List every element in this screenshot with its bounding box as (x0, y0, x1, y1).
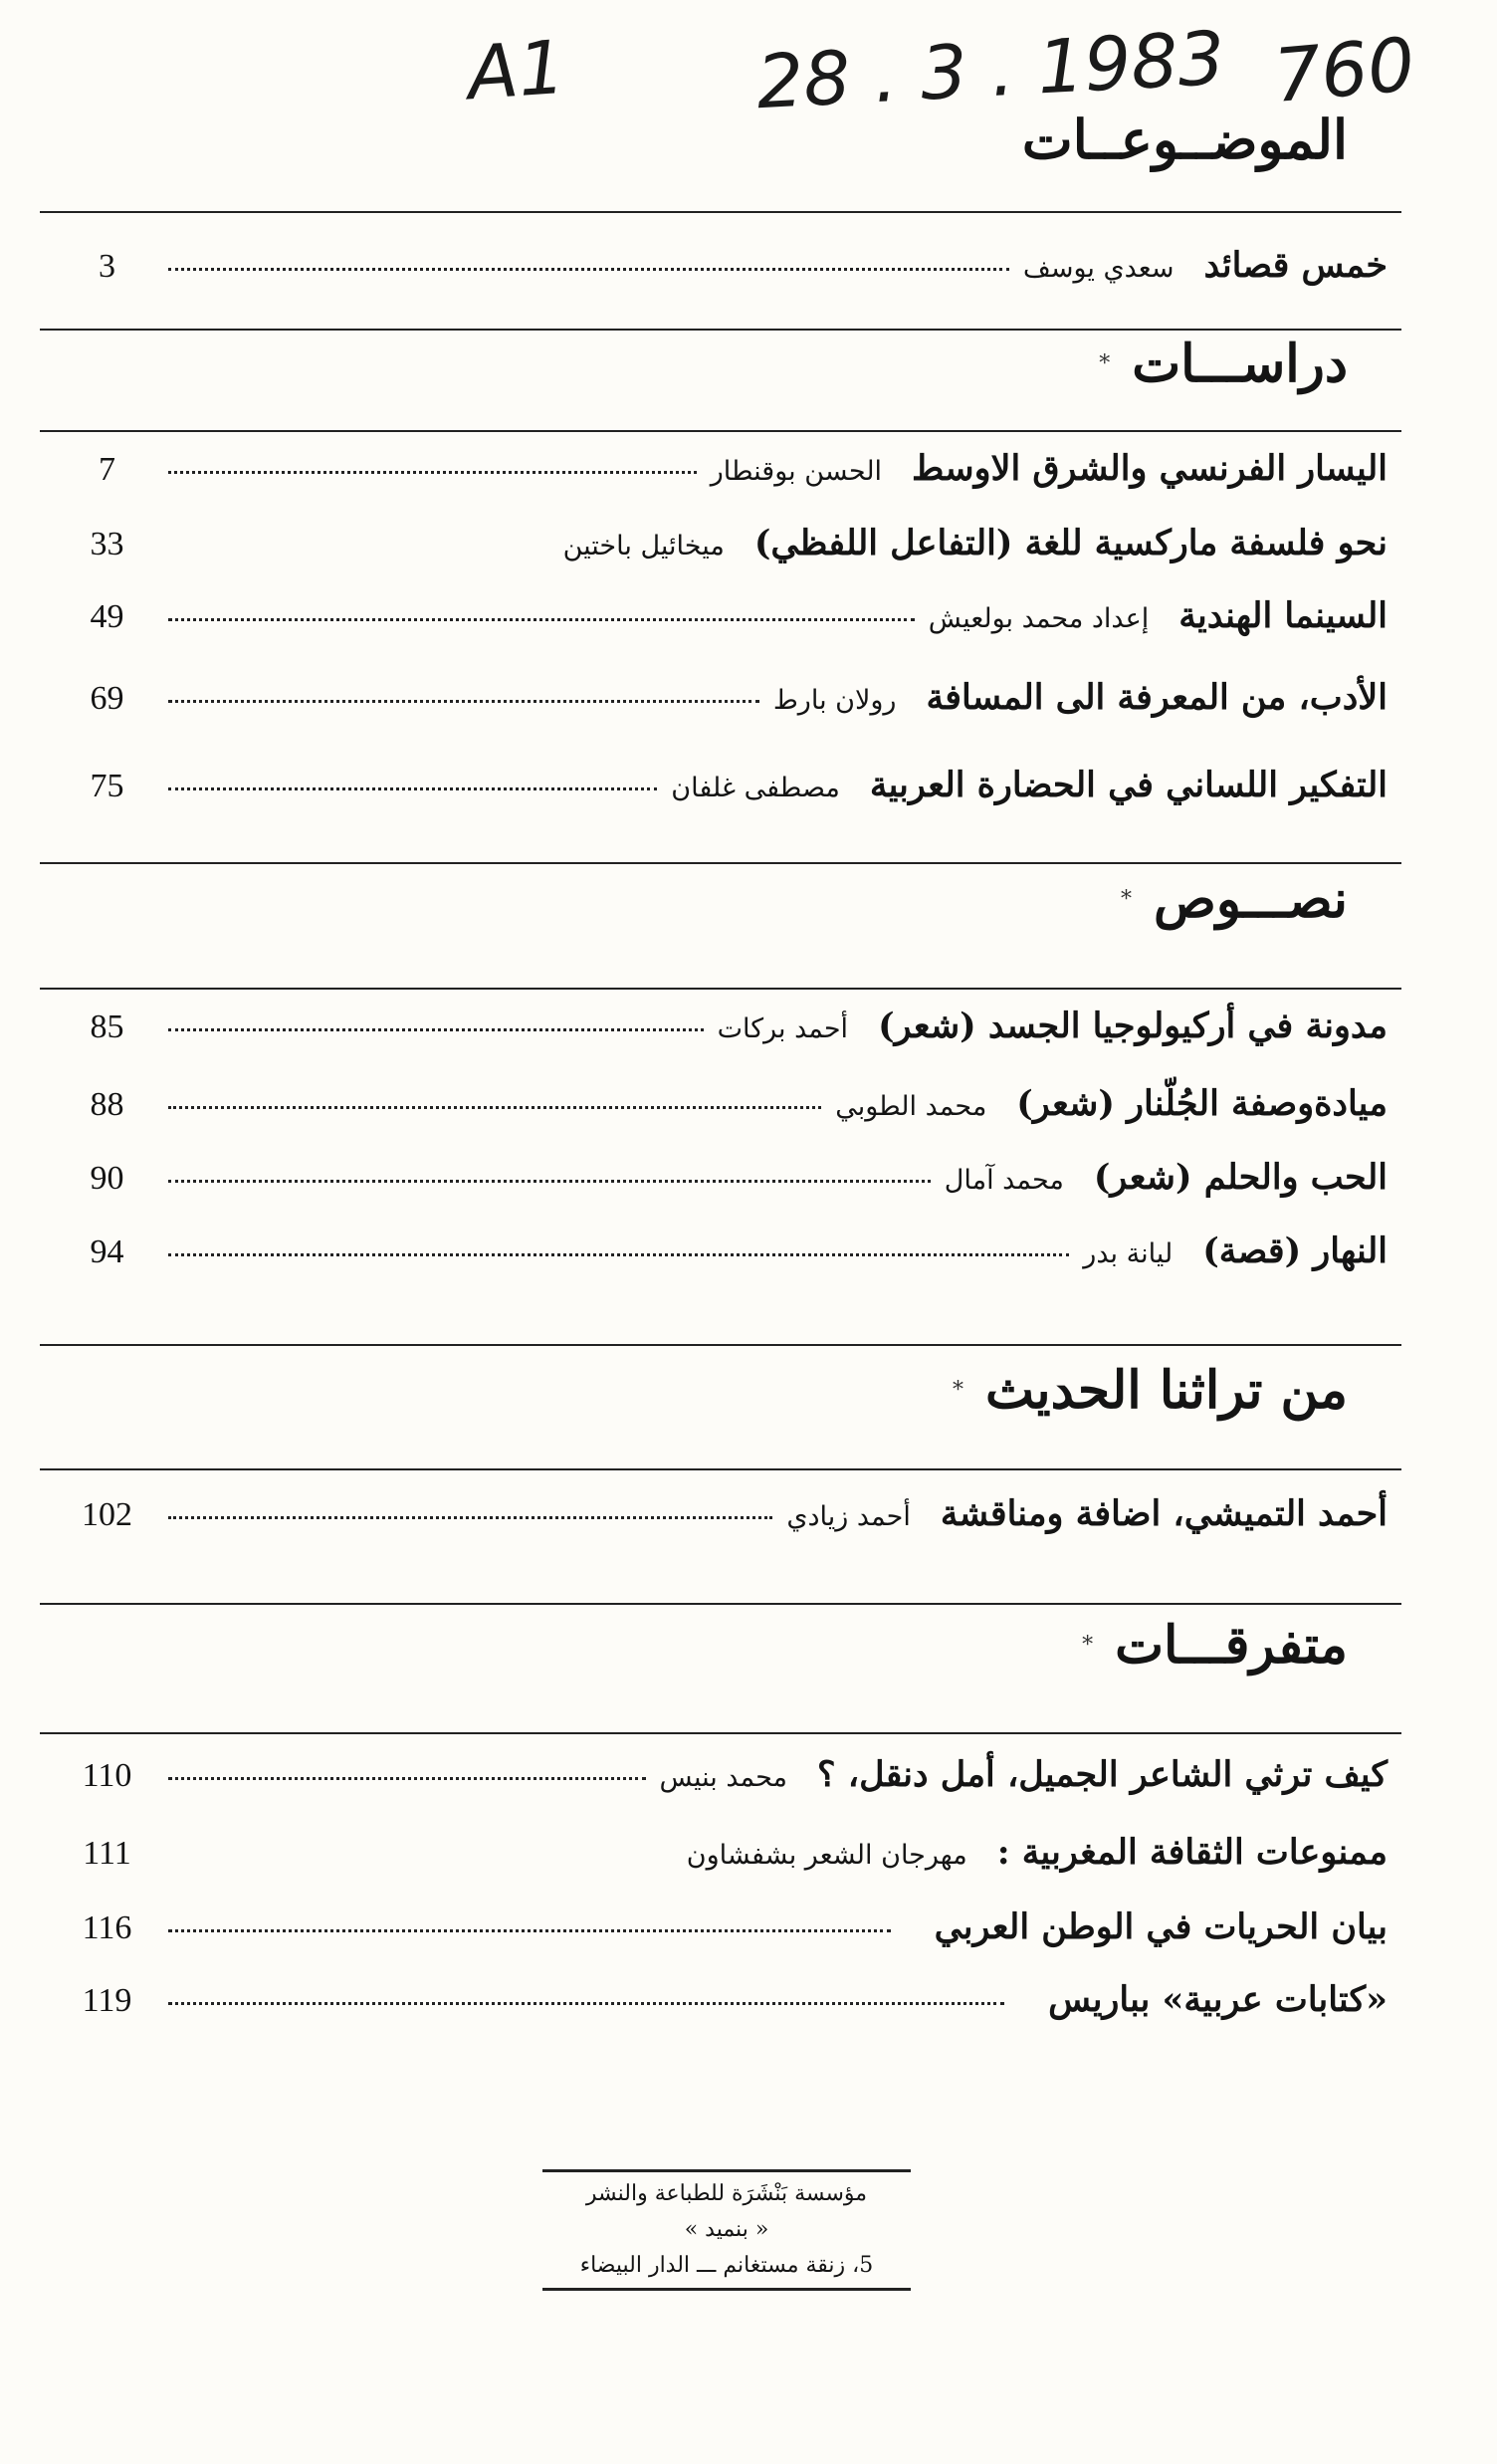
toc-entry[interactable] (60, 1832, 1388, 1892)
leader-dots (168, 1180, 931, 1183)
imprint-brand: « بنميد » (684, 2217, 769, 2242)
entry-page: 102 (82, 1496, 132, 1533)
entry-author: محمد بنيس (659, 1762, 788, 1793)
handwritten-mark: A1 (465, 24, 568, 117)
leader-dots (168, 1929, 891, 1932)
toc-entry[interactable] (60, 1006, 1388, 1065)
entry-title: الحب والحلم (شعر) (1093, 1157, 1388, 1198)
divider (40, 329, 1401, 331)
leader-dots (168, 1777, 646, 1780)
entry-page: 7 (99, 451, 115, 488)
section-marker: * (1082, 1633, 1094, 1658)
leader-dots (168, 618, 915, 621)
toc-entry[interactable] (60, 677, 1388, 737)
leader-dots (168, 1253, 1069, 1256)
entry-title: أحمد التميشي، اضافة ومناقشة (940, 1493, 1388, 1534)
section-heading (953, 1360, 1348, 1421)
entry-title: خمس قصائد (1203, 245, 1388, 286)
leader-dots (168, 787, 657, 790)
leader-dots (168, 2002, 1004, 2005)
toc-entry[interactable] (60, 1083, 1388, 1143)
entry-author: ليانة بدر (1083, 1238, 1174, 1269)
entry-title: ميادةوصفة الجُلّنار (شعر) (1016, 1083, 1388, 1124)
leader-dots (168, 1106, 821, 1109)
toc-entry[interactable] (60, 448, 1388, 508)
entry-title: نحو فلسفة ماركسية للغة (التفاعل اللفظي) (753, 523, 1388, 563)
section-title: نصـــوص (1154, 869, 1348, 930)
divider (40, 1468, 1401, 1470)
leader-dots (168, 268, 1009, 271)
entry-title: اليسار الفرنسي والشرق الاوسط (912, 448, 1388, 489)
entry-page: 49 (90, 598, 124, 635)
divider (40, 1344, 1401, 1346)
entry-page: 88 (90, 1086, 124, 1123)
toc-entry[interactable] (60, 1906, 1388, 1966)
divider (40, 211, 1401, 213)
imprint-address: 5، زنقة مستغانم ـــ الدار البيضاء (579, 2253, 874, 2278)
entry-page: 75 (90, 768, 124, 804)
entry-author: رولان بارط (772, 685, 897, 716)
entry-author: أحمد بركات (717, 1013, 849, 1044)
entry-page: 85 (90, 1008, 124, 1045)
toc-entry[interactable] (60, 523, 1388, 582)
handwritten-number: 760 (1270, 22, 1418, 119)
divider (40, 1732, 1401, 1734)
entry-title: ممنوعات الثقافة المغربية : (996, 1832, 1388, 1873)
entry-title: بيان الحريات في الوطن العربي (934, 1906, 1388, 1947)
section-marker: * (953, 1378, 964, 1403)
section-heading (1099, 334, 1348, 394)
entry-title: مدونة في أركيولوجيا الجسد (شعر) (878, 1006, 1388, 1046)
entry-title: كيف ترثي الشاعر الجميل، أمل دنقل، ؟ (817, 1754, 1388, 1795)
leader-dots (168, 1028, 704, 1031)
section-title: متفرقـــات (1115, 1615, 1348, 1676)
entry-page: 110 (82, 1757, 132, 1794)
imprint-publisher: مؤسسة بَنْشَرَة للطباعة والنشر (585, 2181, 868, 2206)
toc-entry[interactable] (60, 765, 1388, 824)
divider (40, 862, 1401, 864)
entry-author: مصطفى غلفان (671, 773, 840, 803)
entry-title: التفكير اللساني في الحضارة العربية (869, 765, 1388, 805)
entry-author: الحسن بوقنطار (710, 456, 883, 487)
imprint-rule (542, 2169, 911, 2172)
handwritten-date: 28 . 3 . 1983 (754, 15, 1227, 126)
entry-author: مهرجان الشعر بشفشاون (686, 1840, 967, 1871)
entry-page: 119 (82, 1982, 132, 2019)
entry-page: 33 (90, 526, 124, 562)
toc-entry[interactable] (60, 1754, 1388, 1814)
divider (40, 988, 1401, 990)
section-heading (1121, 869, 1348, 930)
section-title: دراســـات (1132, 334, 1348, 394)
section-title: من تراثنا الحديث (985, 1360, 1348, 1421)
leader-dots (168, 700, 759, 703)
entry-author: سعدي يوسف (1022, 253, 1175, 284)
entry-page: 3 (99, 248, 115, 285)
leader-dots (168, 1516, 772, 1519)
entry-title: النهار (قصة) (1202, 1231, 1388, 1271)
imprint-rule (542, 2288, 911, 2291)
entry-author: محمد الطوبي (835, 1091, 987, 1122)
entry-author: إعداد محمد بولعيش (928, 603, 1150, 634)
entry-page: 90 (90, 1160, 124, 1197)
divider (40, 430, 1401, 432)
entry-title: «كتابات عربية» بباريس (1048, 1979, 1388, 2020)
section-marker: * (1121, 887, 1132, 912)
entry-page: 116 (82, 1909, 132, 1946)
entry-author: محمد آمال (944, 1165, 1064, 1196)
toc-entry[interactable] (60, 1157, 1388, 1217)
entry-author: ميخائيل باختين (562, 531, 725, 561)
entry-title: الأدب، من المعرفة الى المسافة (926, 677, 1388, 718)
toc-entry[interactable] (60, 1231, 1388, 1290)
toc-entry[interactable] (60, 1493, 1388, 1553)
section-marker: * (1099, 351, 1111, 376)
page-title: الموضــوعــات (1021, 108, 1348, 171)
entry-author: أحمد زيادي (786, 1501, 911, 1532)
entry-title: السينما الهندية (1178, 595, 1388, 636)
entry-page: 69 (90, 680, 124, 717)
entry-page: 94 (90, 1233, 124, 1270)
publisher-imprint (542, 2165, 911, 2295)
divider (40, 1603, 1401, 1605)
toc-entry[interactable] (60, 245, 1388, 305)
toc-entry[interactable] (60, 595, 1388, 655)
section-heading (1082, 1615, 1348, 1676)
entry-page: 111 (83, 1835, 131, 1872)
toc-entry[interactable] (60, 1979, 1388, 2039)
leader-dots (168, 471, 697, 474)
